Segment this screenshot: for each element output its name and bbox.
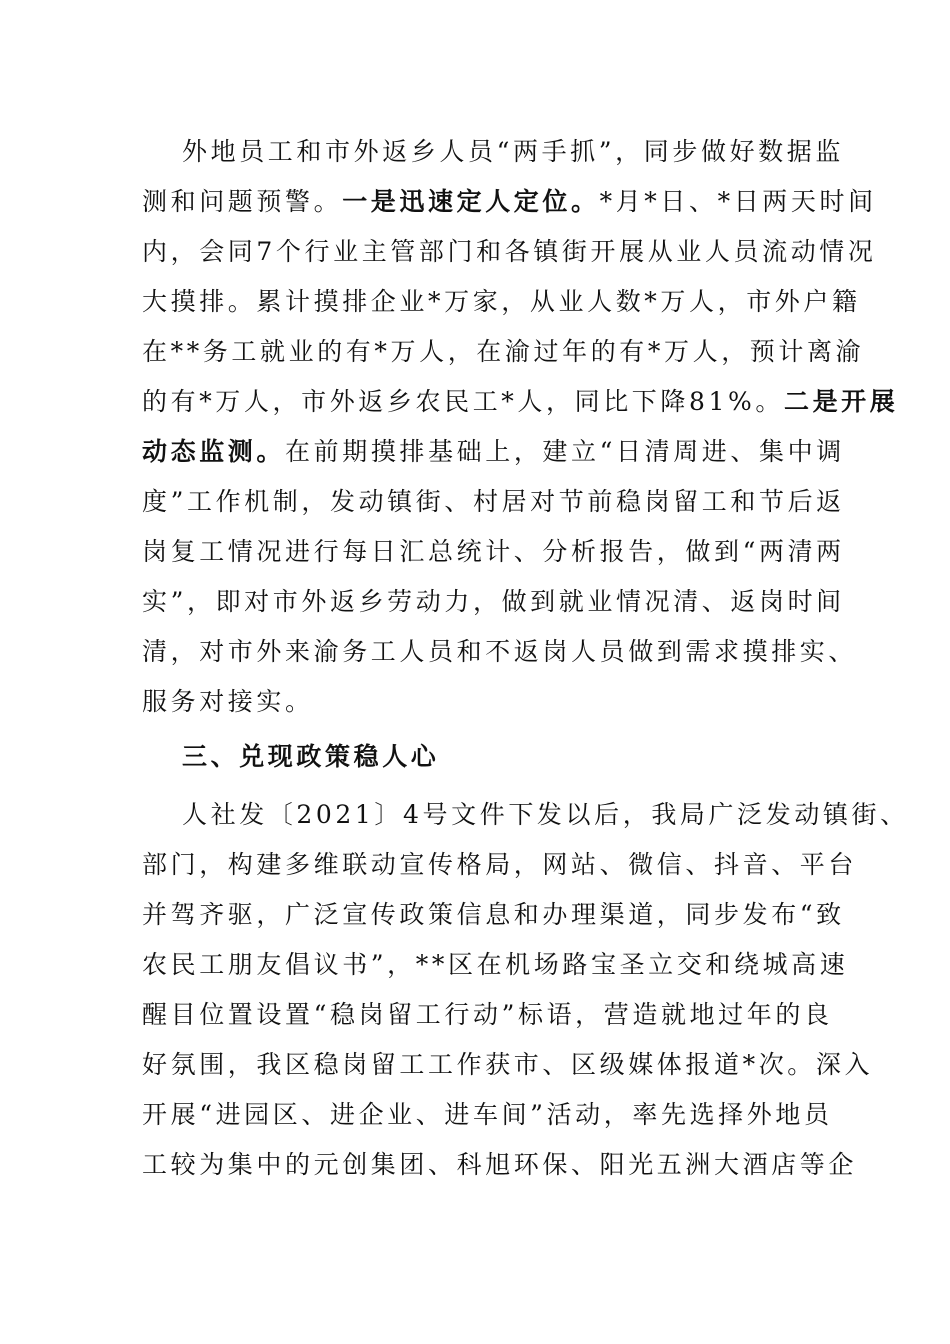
- text-run: 测和问题预警。: [142, 187, 343, 216]
- paragraph-line: [142, 682, 842, 722]
- text-run: 度”工作机制，发动镇街、村居对节前稳岗留工和节后返: [142, 487, 845, 516]
- bold-lead-phrase: 动态监测。: [142, 437, 286, 466]
- text-run: 醒目位置设置“稳岗留工行动”标语，营造就地过年的良: [142, 1000, 833, 1029]
- paragraph-line: [142, 995, 842, 1035]
- paragraph-line: [142, 232, 877, 272]
- paragraph-line: [142, 532, 845, 572]
- text-run: 大摸排。累计摸排企业*万家，从业人数*万人，市外户籍: [142, 287, 861, 316]
- text-run: 内，会同7个行业主管部门和各镇街开展从业人员流动情况: [142, 237, 877, 266]
- paragraph-line: [142, 282, 861, 322]
- paragraph-line: [142, 895, 845, 935]
- text-run: 岗复工情况进行每日汇总统计、分析报告，做到“两清两: [142, 537, 845, 566]
- paragraph-line: [142, 332, 865, 372]
- paragraph-line: [142, 1095, 842, 1135]
- text-run: 清，对市外来渝务工人员和不返岗人员做到需求摸排实、: [142, 637, 858, 666]
- bold-lead-phrase: 一是迅速定人定位。: [342, 187, 600, 216]
- paragraph-line: [142, 382, 899, 422]
- text-run: 部门，构建多维联动宣传格局，网站、微信、抖音、平台: [142, 850, 858, 879]
- text-run: 在前期摸排基础上，建立“日清周进、集中调: [285, 437, 845, 466]
- text-run: 在**务工就业的有*万人，在渝过年的有*万人，预计离渝: [142, 337, 865, 366]
- text-run: 外地员工和市外返乡人员“两手抓”，同步做好数据监: [182, 137, 844, 166]
- text-run: 开展“进园区、进企业、进车间”活动，率先选择外地员: [142, 1100, 833, 1129]
- text-run: 工较为集中的元创集团、科旭环保、阳光五洲大酒店等企: [142, 1150, 858, 1179]
- paragraph-line: [142, 845, 858, 885]
- paragraph-line: [142, 482, 845, 522]
- paragraph-line: [142, 945, 849, 985]
- text-run: 并驾齐驱，广泛宣传政策信息和办理渠道，同步发布“致: [142, 900, 845, 929]
- paragraph-line: [182, 132, 882, 172]
- paragraph-line: [142, 1145, 858, 1185]
- paragraph-line: [142, 582, 845, 622]
- text-run: 好氛围，我区稳岗留工工作获市、区级媒体报道*次。深入: [142, 1050, 874, 1079]
- paragraph-line: [142, 182, 877, 222]
- text-run: *月*日、*日两天时间: [599, 187, 877, 216]
- text-run: 实”，即对市外返乡劳动力，做到就业情况清、返岗时间: [142, 587, 845, 616]
- bold-lead-phrase: 二是开展: [783, 387, 899, 416]
- text-run: 服务对接实。: [142, 687, 314, 716]
- text-run: 人社发〔2021〕4号文件下发以后，我局广泛发动镇街、: [182, 800, 909, 829]
- paragraph-line: [142, 1045, 874, 1085]
- text-run: 农民工朋友倡议书”，**区在机场路宝圣立交和绕城高速: [142, 950, 849, 979]
- paragraph-line: [142, 432, 845, 472]
- text-run: 的有*万人，市外返乡农民工*人，同比下降81%。: [142, 387, 784, 416]
- paragraph-line: [142, 632, 858, 672]
- section-heading: 三、兑现政策稳人心: [182, 742, 440, 771]
- paragraph-line: [182, 795, 909, 835]
